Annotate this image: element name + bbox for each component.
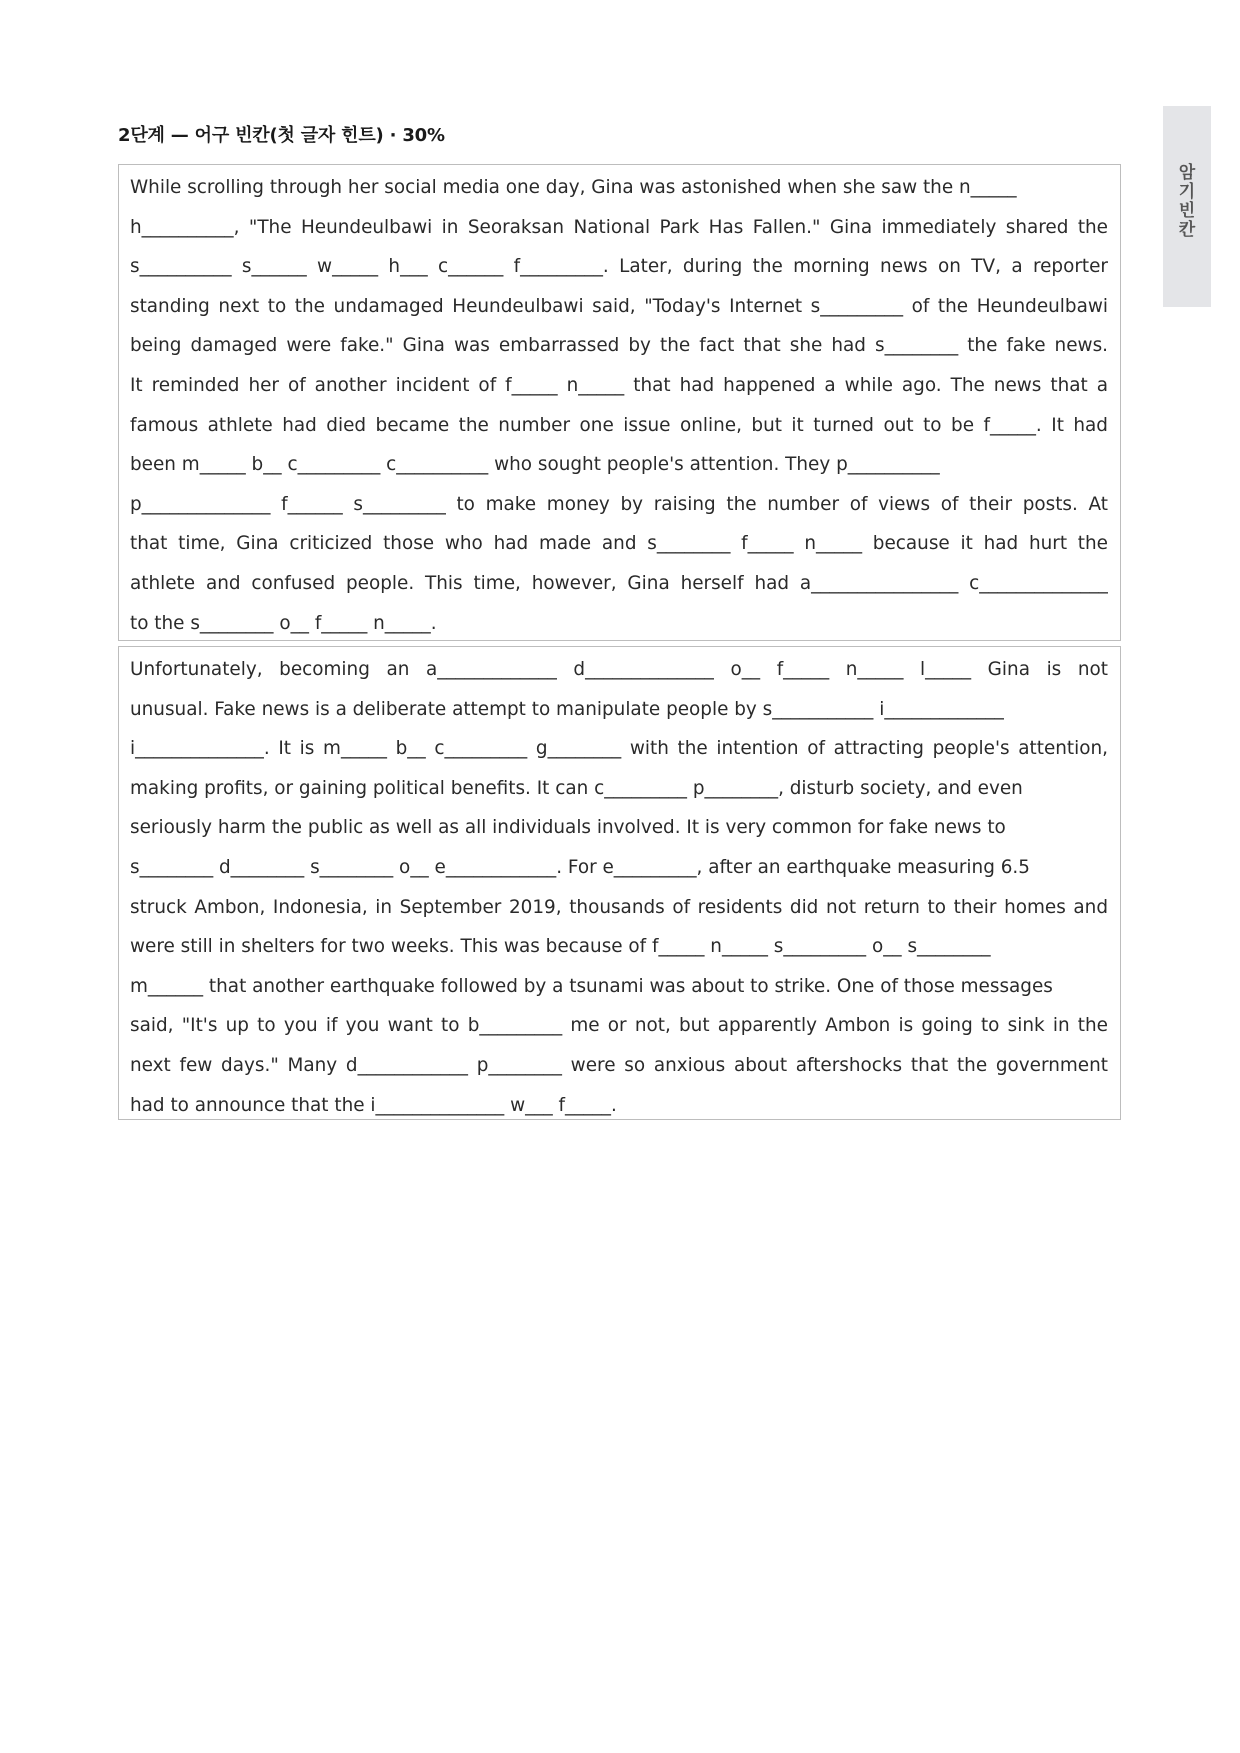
passage-line: unusual. Fake news is a deliberate attempt to manipulate people by s___________ i_____________: [130, 698, 1004, 720]
passage-line: h__________, "The Heundeulbawi in Seoraksan National Park Has Fallen." Gina immediately shared the: [130, 216, 1108, 238]
passage-line: It reminded her of another incident of f_____ n_____ that had happened a while ago. The news that a: [130, 374, 1108, 396]
passage-line: to the s________ o__ f_____ n_____.: [130, 612, 437, 634]
passage-line: s________ d________ s________ o__ e____________. For e_________, after an earthquake measuring 6.5: [130, 856, 1030, 878]
passage-line: been m_____ b__ c_________ c__________ who sought people's attention. They p__________: [130, 454, 940, 476]
passage-line: i______________. It is m_____ b__ c_________ g________ with the intention of attracting people's attention,: [130, 738, 1108, 760]
passage-line: m______ that another earthquake followed by a tsunami was about to strike. One of those messages: [130, 975, 1053, 997]
passage-line: had to announce that the i______________ w___ f_____.: [130, 1094, 617, 1116]
passage-line: that time, Gina criticized those who had made and s________ f_____ n_____ because it had hurt the: [130, 533, 1108, 555]
side-tab-label: 암기빈칸: [1178, 163, 1196, 240]
passage-line: were still in shelters for two weeks. This was because of f_____ n_____ s_________ o__ s________: [130, 936, 991, 958]
side-tab: [1163, 106, 1211, 307]
passage-line: next few days." Many d____________ p________ were so anxious about aftershocks that the government: [130, 1054, 1108, 1076]
passage-line: Unfortunately, becoming an a_____________ d______________ o__ f_____ n_____ l_____ Gina is not: [130, 659, 1108, 680]
passage-line: said, "It's up to you if you want to b_________ me or not, but apparently Ambon is going to sink in the: [130, 1015, 1108, 1037]
passage-line: While scrolling through her social media one day, Gina was astonished when she saw the n_____: [130, 177, 1017, 198]
passage-line: p______________ f______ s_________ to make money by raising the number of views of their posts. At: [130, 493, 1108, 515]
passage-line: seriously harm the public as well as all individuals involved. It is very common for fake news to: [130, 817, 1006, 839]
passage-line: being damaged were fake." Gina was embarrassed by the fact that she had s________ the fake news.: [130, 335, 1108, 357]
passage-line: famous athlete had died became the number one issue online, but it turned out to be f_____. It had: [130, 414, 1108, 436]
passage-box-1: [118, 164, 1121, 641]
section-title: 2단계 — 어구 빈칸(첫 글자 힌트) · 30%: [118, 125, 445, 146]
passage-line: athlete and confused people. This time, however, Gina herself had a________________ c______________: [130, 572, 1108, 594]
passage-line: standing next to the undamaged Heundeulbawi said, "Today's Internet s_________ of the Heundeulbawi: [130, 295, 1108, 317]
passage-line: s__________ s______ w_____ h___ c______ f_________. Later, during the morning news on TV, a reporter: [130, 256, 1108, 278]
passage-line: making profits, or gaining political benefits. It can c_________ p________, disturb society, and even: [130, 777, 1023, 799]
passage-line: struck Ambon, Indonesia, in September 2019, thousands of residents did not return to their homes and: [130, 896, 1108, 918]
passage-box-2: [118, 646, 1121, 1120]
